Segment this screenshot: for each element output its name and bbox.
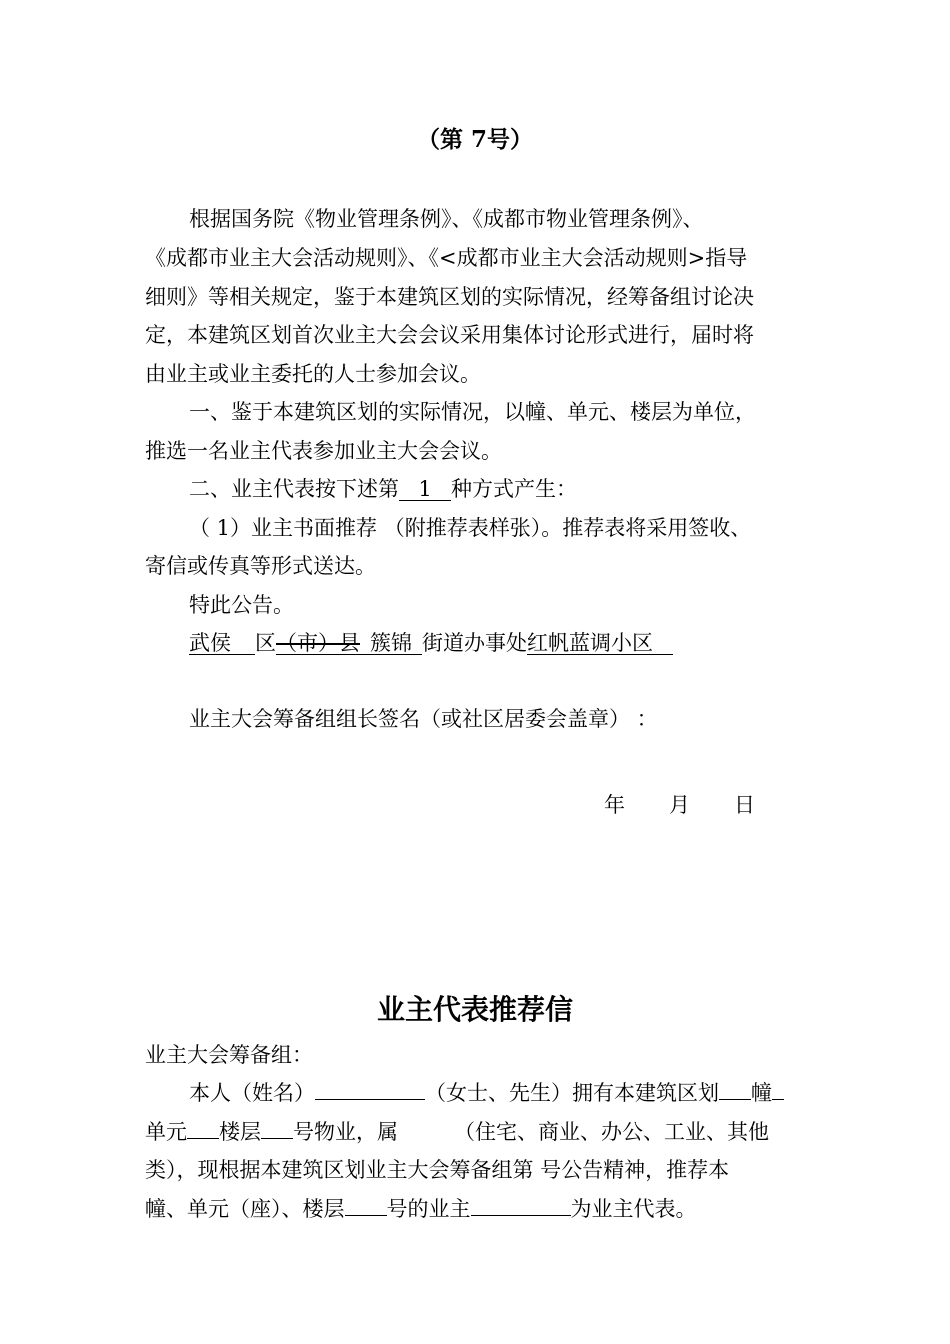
letter-line-1 — [189, 1079, 784, 1107]
notice-signature-line: 业主大会筹备组组长签名（或社区居委会盖章） ： — [189, 707, 658, 731]
floor-blank — [261, 1118, 293, 1139]
notice-address — [189, 629, 673, 657]
notice-paragraph-1-line-3: 细则》等相关规定，鉴于本建筑区划的实际情况，经筹备组讨论决 — [145, 285, 754, 309]
building-label: 幢 — [751, 1081, 772, 1105]
letter-line-2 — [145, 1118, 769, 1146]
date-month: 月 — [669, 793, 690, 817]
city-county-struck: （市）县 — [276, 631, 360, 655]
building-extra-blank — [772, 1079, 784, 1100]
letter-line-4 — [145, 1195, 697, 1223]
property-number-label: 号物业，属 — [293, 1120, 398, 1144]
representative-suffix: 为业主代表。 — [570, 1197, 697, 1221]
notice-paragraph-2-line-1: 一、鉴于本建筑区划的实际情况，以幢、单元、楼层为单位， — [189, 400, 756, 424]
district-field: 武侯 — [189, 632, 255, 655]
notice-paragraph-4-line-1: （ 1）业主书面推荐 （附推荐表样张）。推荐表将采用签收、 — [189, 516, 752, 540]
notice-date — [604, 791, 755, 819]
letter-line-3: 类），现根据本建筑区划业主大会筹备组第 号公告精神，推荐本 — [145, 1158, 730, 1182]
notice-paragraph-4-line-2: 寄信或传真等形式送达。 — [145, 554, 376, 578]
notice-paragraph-1-line-5: 由业主或业主委托的人士参加会议。 — [145, 362, 481, 386]
notice-number-title: （第 7号） — [416, 126, 533, 153]
letter-title: 业主代表推荐信 — [376, 993, 573, 1026]
representative-owner-label: 号的业主 — [386, 1197, 471, 1221]
notice-paragraph-3 — [189, 475, 577, 503]
community-field: 红帆蓝调小区 — [527, 632, 673, 655]
building-number-blank — [719, 1079, 751, 1100]
notice-paragraph-1-line-4: 定，本建筑区划首次业主大会会议采用集体讨论形式进行，届时将 — [145, 323, 754, 347]
unit-label: 单元 — [145, 1120, 187, 1144]
notice-paragraph-2-line-2: 推选一名业主代表参加业主大会会议。 — [145, 439, 502, 463]
representative-number-blank — [345, 1195, 387, 1216]
notice-closing: 特此公告。 — [189, 593, 294, 617]
representative-name-blank — [471, 1195, 571, 1216]
notice-paragraph-1-line-2: 《成都市业主大会活动规则》、《<成都市业主大会活动规则>指导 — [145, 246, 748, 270]
letter-salutation: 业主大会筹备组： — [145, 1043, 313, 1067]
owner-name-label: 本人（姓名） — [189, 1081, 315, 1105]
owner-title-label: （女士、先生）拥有本建筑区划 — [425, 1081, 719, 1105]
district-label: 区 — [255, 631, 276, 655]
property-type-options: （住宅、商业、办公、工业、其他 — [454, 1120, 769, 1144]
unit-blank — [187, 1118, 219, 1139]
owner-name-blank — [315, 1079, 425, 1100]
date-year: 年 — [604, 793, 625, 817]
method-number-field: 1 — [399, 478, 451, 501]
street-label: 街道办事处 — [422, 631, 527, 655]
method-suffix: 种方式产生： — [451, 477, 577, 501]
date-day: 日 — [734, 793, 755, 817]
method-prefix: 二、业主代表按下述第 — [189, 477, 399, 501]
street-field: 簇锦 — [360, 632, 422, 655]
notice-paragraph-1-line-1: 根据国务院《物业管理条例》、《成都市物业管理条例》、 — [189, 207, 704, 231]
representative-location-label: 幢、单元（座）、楼层 — [145, 1197, 345, 1221]
floor-label: 楼层 — [219, 1120, 261, 1144]
